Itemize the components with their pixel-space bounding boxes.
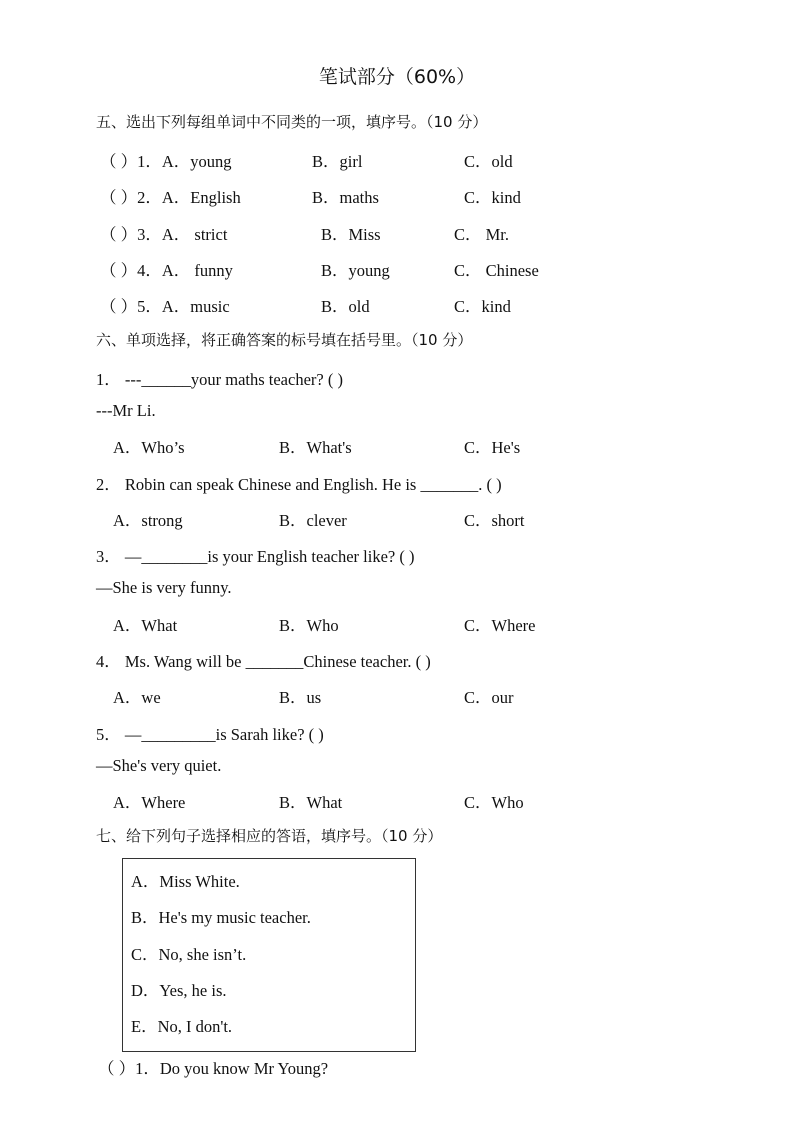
s6-q2-option-a: A．strong	[113, 511, 183, 530]
s5-q4-b: B．young	[321, 261, 390, 280]
s6-q1-option-c: C．He's	[464, 438, 521, 457]
section-5-heading: 五、选出下列每组单词中不同类的一项，填序号。（10 分）	[96, 113, 488, 131]
s7-q1-text: （ ）1．Do you know Mr Young?	[98, 1059, 329, 1078]
s6-q2-option-b: B．clever	[279, 511, 347, 530]
s7-option-b: B．He's my music teacher.	[131, 908, 311, 927]
s6-q4-option-c: C．our	[464, 688, 514, 707]
s7-option-c: C．No, she isn’t.	[131, 945, 247, 964]
s6-q3-text: 3． —________is your English teacher like? ( )	[96, 547, 415, 566]
s6-q4-option-b: B．us	[279, 688, 322, 707]
s5-q3-c: C． Mr.	[454, 225, 510, 244]
s6-q1-option-a: A．Who’s	[113, 438, 185, 457]
s6-q5-option-b: B．What	[279, 793, 343, 812]
s5-q1-b: B．girl	[312, 152, 363, 171]
s5-q5-c: C．kind	[454, 297, 511, 316]
s5-q1-c: C．old	[464, 152, 513, 171]
s5-q2-c: C．kind	[464, 188, 521, 207]
s5-q1-a: （ ）1．A．young	[100, 152, 232, 171]
s6-q3-option-b: B．Who	[279, 616, 339, 635]
page-title: 笔试部分（60%）	[318, 66, 476, 88]
s6-q5-answer: —She's very quiet.	[96, 756, 222, 775]
s5-q4-c: C． Chinese	[454, 261, 539, 280]
s6-q3-option-c: C．Where	[464, 616, 536, 635]
s6-q2-text: 2． Robin can speak Chinese and English. He is _______. ( )	[96, 475, 502, 494]
s6-q4-text: 4． Ms. Wang will be _______Chinese teacher. ( )	[96, 652, 431, 671]
s7-option-a: A．Miss White.	[131, 872, 240, 891]
section-6-heading: 六、单项选择，将正确答案的标号填在括号里。（10 分）	[96, 331, 473, 349]
s6-q3-option-a: A．What	[113, 616, 178, 635]
s6-q2-option-c: C．short	[464, 511, 525, 530]
s6-q3-answer: —She is very funny.	[96, 578, 232, 597]
s6-q5-option-c: C．Who	[464, 793, 524, 812]
s6-q4-option-a: A．we	[113, 688, 161, 707]
section-7-heading: 七、给下列句子选择相应的答语，填序号。（10 分）	[96, 827, 443, 845]
s5-q5-a: （ ）5．A．music	[100, 297, 230, 316]
s5-q2-a: （ ）2．A．English	[100, 188, 241, 207]
s6-q5-option-a: A．Where	[113, 793, 186, 812]
s6-q1-text: 1． ---______your maths teacher? ( )	[96, 370, 343, 389]
s5-q2-b: B．maths	[312, 188, 379, 207]
s6-q1-option-b: B．What's	[279, 438, 352, 457]
s6-q1-answer: ---Mr Li.	[96, 401, 156, 420]
s5-q5-b: B．old	[321, 297, 370, 316]
s7-option-d: D．Yes, he is.	[131, 981, 227, 1000]
s5-q3-b: B．Miss	[321, 225, 381, 244]
s5-q3-a: （ ）3．A． strict	[100, 225, 228, 244]
s6-q5-text: 5． —_________is Sarah like? ( )	[96, 725, 324, 744]
s5-q4-a: （ ）4．A． funny	[100, 261, 233, 280]
s7-option-e: E．No, I don't.	[131, 1017, 233, 1036]
